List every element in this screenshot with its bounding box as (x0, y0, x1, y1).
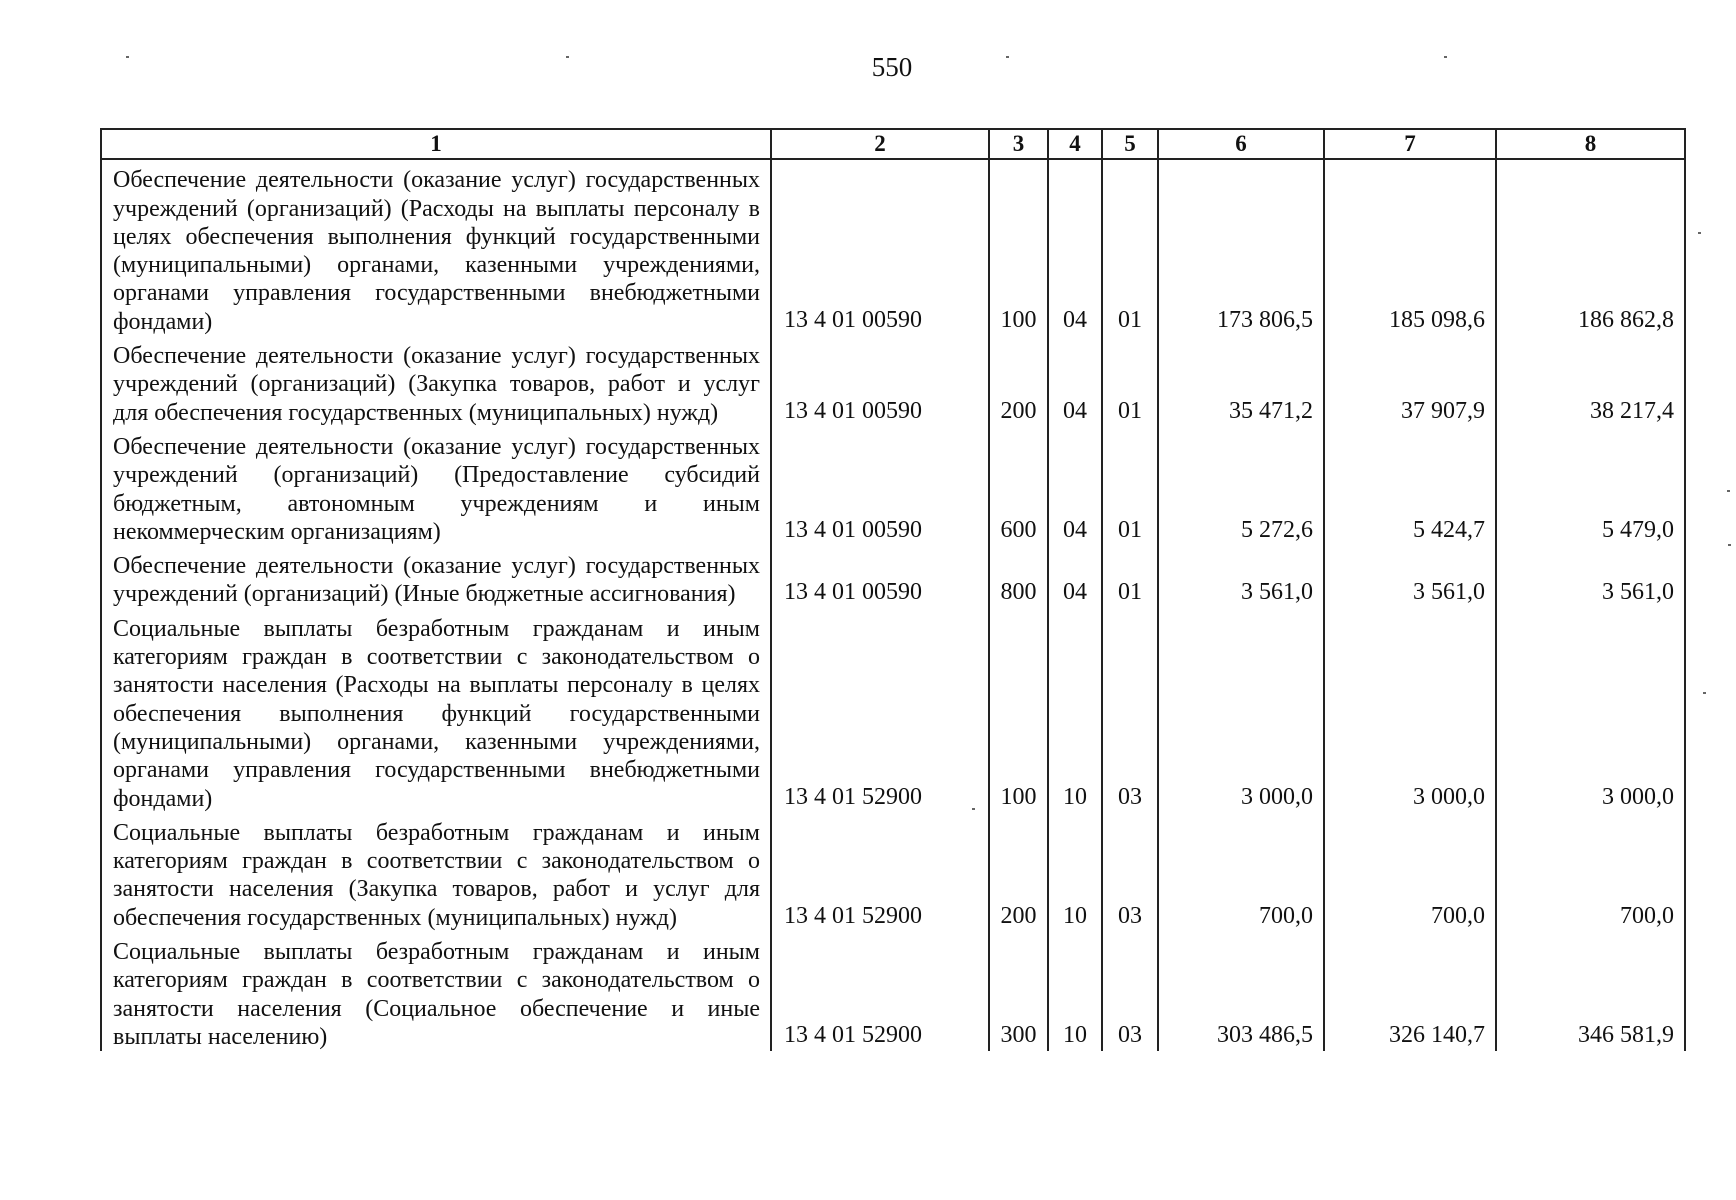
row-col-7: 37 907,9 (1324, 336, 1496, 427)
row-description: Социальные выплаты безработным гражданам и иным категориям граждан в соответствии с законодательством о занятости населения (Закупка товаров, работ и услуг для обеспечения государственных (муниципальных) нужд) (101, 813, 771, 932)
row-col-5: 01 (1102, 427, 1158, 546)
row-target-code: 13 4 01 00590 (771, 427, 989, 546)
column-header: 7 (1324, 129, 1496, 159)
table-row (101, 609, 1685, 813)
row-description: Социальные выплаты безработным гражданам и иным категориям граждан в соответствии с законодательством о занятости населения (Социальное обеспечение и иные выплаты населению) (101, 932, 771, 1051)
table-row (101, 336, 1685, 427)
row-col-7: 5 424,7 (1324, 427, 1496, 546)
row-col-6: 35 471,2 (1158, 336, 1324, 427)
row-col-5: 01 (1102, 159, 1158, 336)
row-col-7: 3 561,0 (1324, 546, 1496, 609)
row-col-4: 10 (1048, 609, 1102, 813)
row-col-6: 700,0 (1158, 813, 1324, 932)
column-header: 5 (1102, 129, 1158, 159)
row-col-5: 03 (1102, 932, 1158, 1051)
row-col-4: 04 (1048, 336, 1102, 427)
table-row (101, 159, 1685, 336)
column-header: 8 (1496, 129, 1685, 159)
row-col-3: 300 (989, 932, 1048, 1051)
row-col-7: 700,0 (1324, 813, 1496, 932)
row-description: Обеспечение деятельности (оказание услуг) государственных учреждений (организаций) (Закупка товаров, работ и услуг для обеспечения государственных (муниципальных) нужд) (101, 336, 771, 427)
row-target-code: 13 4 01 00590 (771, 546, 989, 609)
row-col-4: 10 (1048, 813, 1102, 932)
row-col-3: 100 (989, 609, 1048, 813)
scan-speck (1728, 544, 1731, 546)
row-description: Обеспечение деятельности (оказание услуг) государственных учреждений (организаций) (Расходы на выплаты персоналу в целях обеспечения выполнения функций государственными (муниципальными) органами, казенными учреждениями, органами управления государственными внебюджетными фондами) (101, 159, 771, 336)
row-col-8: 186 862,8 (1496, 159, 1685, 336)
row-col-5: 01 (1102, 336, 1158, 427)
row-col-3: 200 (989, 336, 1048, 427)
row-col-8: 5 479,0 (1496, 427, 1685, 546)
row-col-3: 100 (989, 159, 1048, 336)
budget-table (100, 128, 1686, 1051)
table-row (101, 813, 1685, 932)
row-col-8: 700,0 (1496, 813, 1685, 932)
scan-speck (566, 56, 569, 58)
scan-speck (1698, 232, 1701, 234)
column-header: 1 (101, 129, 771, 159)
row-target-code: 13 4 01 52900 (771, 932, 989, 1051)
row-col-8: 38 217,4 (1496, 336, 1685, 427)
scan-speck (126, 56, 129, 58)
row-target-code: 13 4 01 52900 (771, 813, 989, 932)
row-col-8: 346 581,9 (1496, 932, 1685, 1051)
scan-speck (1727, 490, 1730, 492)
column-header: 3 (989, 129, 1048, 159)
row-col-6: 303 486,5 (1158, 932, 1324, 1051)
column-header: 2 (771, 129, 989, 159)
row-col-7: 185 098,6 (1324, 159, 1496, 336)
row-col-6: 173 806,5 (1158, 159, 1324, 336)
row-col-7: 326 140,7 (1324, 932, 1496, 1051)
scan-speck (1703, 692, 1706, 694)
row-col-6: 3 000,0 (1158, 609, 1324, 813)
row-col-5: 01 (1102, 546, 1158, 609)
row-col-5: 03 (1102, 609, 1158, 813)
row-col-4: 04 (1048, 427, 1102, 546)
scan-speck (972, 808, 975, 810)
row-description: Социальные выплаты безработным гражданам и иным категориям граждан в соответствии с законодательством о занятости населения (Расходы на выплаты персоналу в целях обеспечения выполнения функций государственными (муниципальными) органами, казенными учреждениями, органами управления государственными внебюджетными фондами) (101, 609, 771, 813)
row-col-8: 3 561,0 (1496, 546, 1685, 609)
row-col-5: 03 (1102, 813, 1158, 932)
row-target-code: 13 4 01 00590 (771, 159, 989, 336)
row-col-4: 04 (1048, 546, 1102, 609)
table-row (101, 546, 1685, 609)
row-description: Обеспечение деятельности (оказание услуг) государственных учреждений (организаций) (Иные бюджетные ассигнования) (101, 546, 771, 609)
page-number: 550 (871, 52, 913, 82)
row-col-4: 04 (1048, 159, 1102, 336)
row-target-code: 13 4 01 00590 (771, 336, 989, 427)
scan-speck (1444, 56, 1447, 58)
row-description: Обеспечение деятельности (оказание услуг) государственных учреждений (организаций) (Предоставление субсидий бюджетным, автономным учреждениям и иным некоммерческим организациям) (101, 427, 771, 546)
row-col-7: 3 000,0 (1324, 609, 1496, 813)
table-row (101, 427, 1685, 546)
row-col-6: 5 272,6 (1158, 427, 1324, 546)
row-col-8: 3 000,0 (1496, 609, 1685, 813)
row-col-6: 3 561,0 (1158, 546, 1324, 609)
row-target-code: 13 4 01 52900 (771, 609, 989, 813)
scan-speck (1006, 56, 1009, 58)
row-col-3: 800 (989, 546, 1048, 609)
table-row (101, 932, 1685, 1051)
row-col-4: 10 (1048, 932, 1102, 1051)
row-col-3: 200 (989, 813, 1048, 932)
row-col-3: 600 (989, 427, 1048, 546)
header-row (101, 129, 1685, 159)
column-header: 4 (1048, 129, 1102, 159)
column-header: 6 (1158, 129, 1324, 159)
